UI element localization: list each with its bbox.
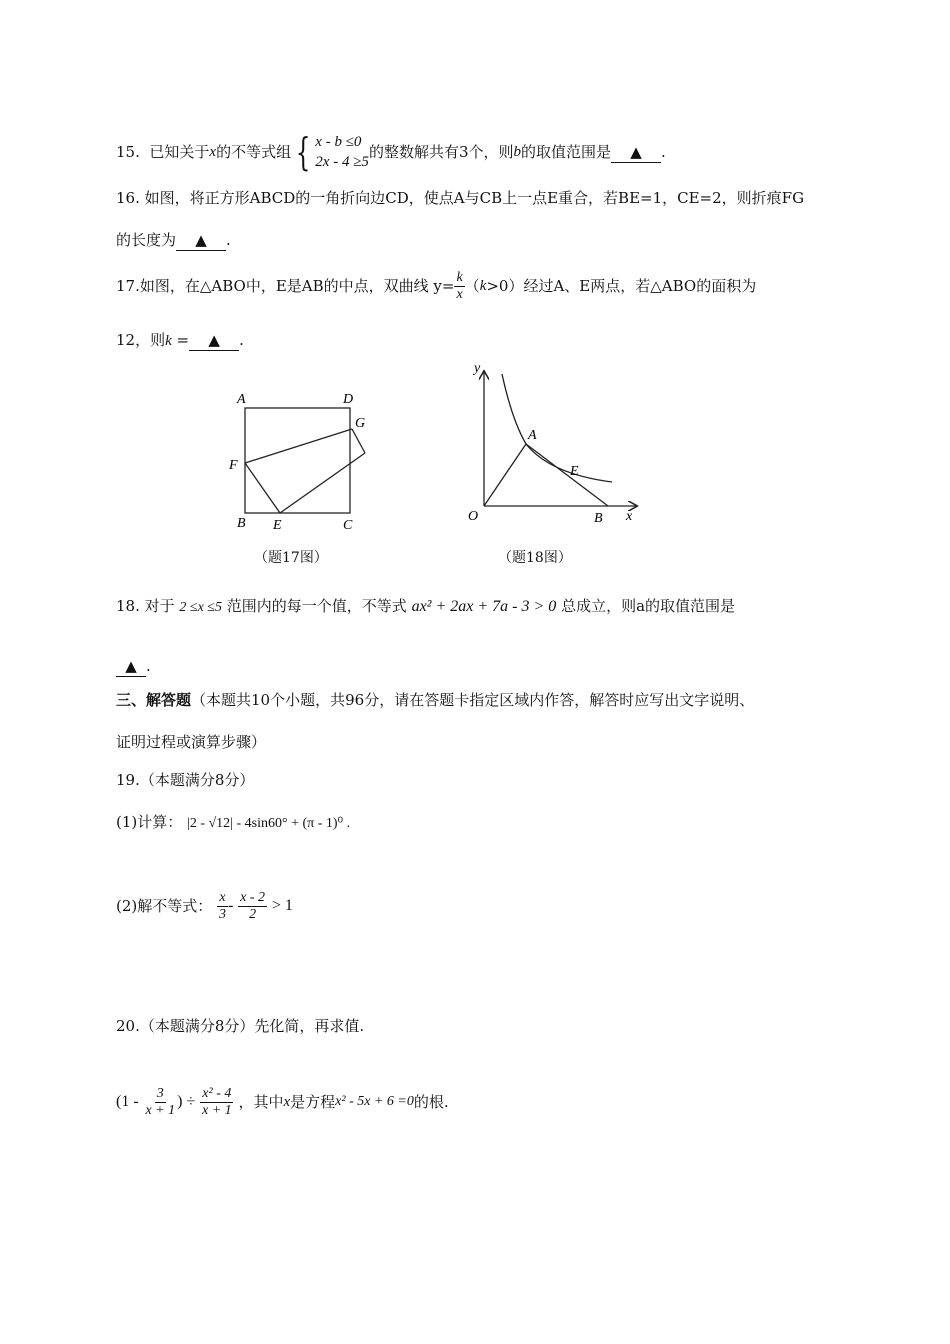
frac-num: x² - 4 (202, 1085, 232, 1101)
q15 (116, 130, 666, 174)
label-B: B (594, 511, 603, 526)
q20-tail-mid: 是方程 (290, 1093, 336, 1111)
system-row-2: 2x - 4 ≥5 (315, 154, 369, 170)
fraction-x-minus-2-over-2 (238, 890, 267, 923)
q15-post: 的整数解共有3个，则 (368, 143, 514, 161)
label-O: O (468, 509, 479, 524)
frac-num: x (219, 889, 226, 905)
frac-den: x + 1 (202, 1102, 232, 1118)
q15-var: x (209, 144, 217, 160)
answer-blank: ▲ (611, 142, 661, 163)
section3-title: 三、解答题 (116, 691, 192, 709)
q19-p1-expression: |2 - √12| - 4sin60° + (π - 1)⁰ . (187, 816, 351, 831)
label-D: D (343, 392, 354, 407)
frac-num: k (456, 269, 463, 285)
label-G: G (355, 416, 366, 431)
q15-num: 15. (116, 143, 140, 161)
label-y: y (474, 361, 481, 376)
answer-blank: ▲ (189, 330, 239, 351)
frac-den: x + 1 (145, 1102, 176, 1118)
minus-sign: - (228, 897, 234, 914)
fraction-3-over-x-plus-1 (143, 1086, 177, 1119)
frac-den: 2 (249, 906, 257, 922)
q15-mid: 的不等式组 (216, 143, 292, 161)
q17-line2-pre: 12，则 (116, 331, 166, 349)
label-C: C (343, 518, 353, 533)
q17-line2-eq: = (171, 331, 190, 349)
q19-part-1 (116, 812, 350, 834)
q17-line2-k: k (165, 333, 172, 349)
q17-pre: 17.如图，在△ABO中，E是AB的中点，双曲线 y= (116, 277, 455, 295)
q19-part-2 (116, 884, 293, 928)
label-A: A (528, 428, 537, 443)
q18-mid: 范围内的每一个值，不等式 (226, 597, 407, 615)
q18-num: 18. 对于 (116, 597, 175, 615)
answer-blank: ▲ (116, 656, 146, 677)
q20-tail-end: 的根. (413, 1093, 449, 1111)
label-F: F (229, 458, 238, 473)
fraction-x2-minus-4-over-x-plus-1 (200, 1086, 234, 1119)
q15-pre: 已知关于 (149, 143, 210, 161)
q18-post: 总成立，则a的取值范围是 (561, 597, 736, 615)
frac-num: x - 2 (240, 889, 266, 905)
brace-icon: { (295, 130, 311, 174)
label-E: E (570, 464, 579, 479)
frac-den: 3 (219, 906, 227, 922)
q17-line-2 (116, 330, 244, 351)
inequality-system (291, 132, 369, 172)
q20-equation: x² - 5x + 6 =0 (335, 1094, 414, 1109)
q20-tail-var: x (283, 1094, 291, 1110)
q17-cond-open: （ (464, 277, 480, 295)
answer-blank: ▲ (176, 230, 226, 251)
q17-line-1 (116, 266, 756, 306)
q17-cond-rest: >0）经过A、E两点，若△ABO的面积为 (486, 277, 757, 295)
q19-p2-tail: > 1 (271, 897, 293, 914)
section3-line-1 (116, 690, 754, 710)
figure-18-caption: （题18图） (498, 550, 572, 566)
q19-head: 19.（本题满分8分） (116, 771, 255, 789)
q18-inequality: ax² + 2ax + 7a - 3 > 0 (411, 598, 557, 615)
q17-end: . (239, 331, 244, 349)
system-row-1: x - b ≤0 (315, 134, 362, 150)
label-A: A (237, 392, 246, 407)
label-E: E (273, 518, 282, 533)
fraction-x-over-3 (217, 890, 228, 923)
q15-post2: 的取值范围是 (520, 143, 611, 161)
q16-line-2 (116, 230, 231, 251)
q20-tail-pre: ，其中 (238, 1093, 284, 1111)
q20-head: 20.（本题满分8分）先化简，再求值. (116, 1017, 365, 1035)
q20-open: (1 - (116, 1093, 139, 1110)
q19-p2-label: (2)解不等式： (116, 897, 213, 915)
q16-end: . (226, 231, 231, 249)
q18-range: 2 ≤x ≤5 (179, 600, 222, 615)
section3-desc-2: 证明过程或演算步骤） (116, 733, 267, 751)
label-x: x (626, 509, 633, 524)
figure-18 (460, 360, 650, 530)
q18-line-2 (116, 656, 151, 677)
q17-cond-k: k (479, 278, 487, 294)
q18-line-1 (116, 596, 735, 618)
q18-end: . (146, 657, 151, 675)
q15-var-b: b (513, 144, 521, 160)
frac-den: x (456, 286, 463, 302)
q20-close-div: ) ÷ (177, 1093, 196, 1110)
k-over-x-fraction (454, 270, 464, 303)
q20-expression (116, 1080, 449, 1124)
q19-p1-label: (1)计算： (116, 813, 183, 831)
figure-17 (225, 385, 385, 545)
section3-desc: （本题共10个小题，共96分，请在答题卡指定区域内作答，解答时应写出文字说明、 (191, 691, 755, 709)
q16-line-1: 16. 如图，将正方形ABCD的一角折向边CD，使点A与CB上一点E重合，若BE=1，CE=2，则折痕FG (116, 189, 805, 207)
label-B: B (237, 516, 246, 531)
q16-line2-pre: 的长度为 (116, 231, 177, 249)
frac-num: 3 (156, 1085, 164, 1101)
figure-17-caption: （题17图） (254, 550, 328, 566)
q15-end: . (661, 143, 666, 161)
